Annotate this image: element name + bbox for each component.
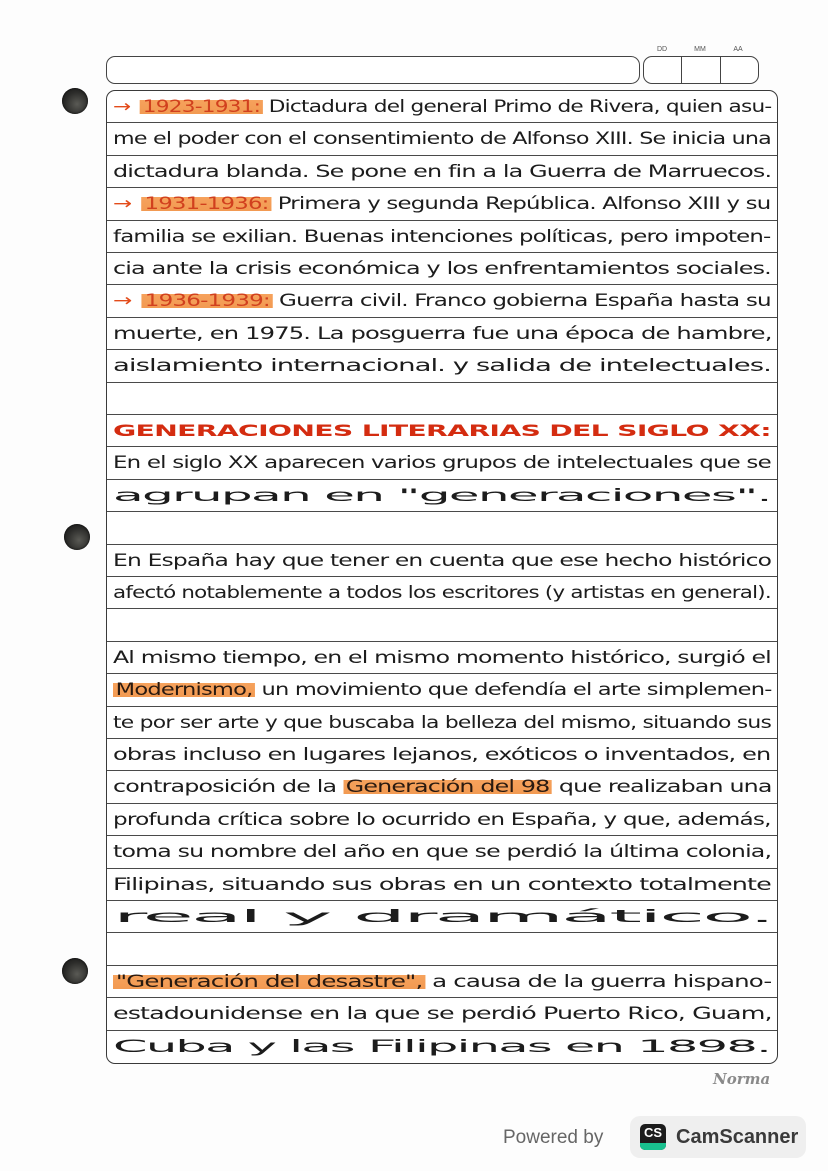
note-line bbox=[107, 869, 777, 901]
note-line bbox=[107, 123, 777, 155]
notebook-brand-logo: Norma bbox=[713, 1070, 771, 1088]
note-line bbox=[107, 577, 777, 609]
note-line bbox=[107, 480, 777, 512]
note-line bbox=[107, 188, 777, 220]
camscanner-name: CamScanner bbox=[676, 1125, 799, 1148]
note-line bbox=[107, 674, 777, 706]
date-range-highlight: 1936-1939: bbox=[142, 291, 273, 311]
binder-hole-icon bbox=[62, 88, 88, 114]
note-text: a causa de la guerra hispano- bbox=[425, 971, 772, 992]
note-line bbox=[107, 221, 777, 253]
note-text: afectó notablemente a todos los escritores (y artistas en general). bbox=[113, 583, 771, 603]
note-text: muerte, en 1975. La posguerra fue una época de hambre, bbox=[113, 323, 772, 344]
date-range-highlight: 1923-1931: bbox=[140, 97, 262, 117]
date-label-month: MM bbox=[694, 46, 706, 53]
page-title-box bbox=[106, 56, 640, 84]
date-label-year: AA bbox=[733, 46, 743, 53]
note-text: te por ser arte y que buscaba la belleza del mismo, situando sus bbox=[113, 712, 772, 733]
camscanner-badge[interactable] bbox=[630, 1116, 806, 1158]
note-line bbox=[107, 804, 777, 836]
note-text: aislamiento internacional. y salida de intelectuales. bbox=[113, 356, 771, 377]
note-text: estadounidense en la que se perdió Puerto Rico, Guam, bbox=[113, 1004, 772, 1025]
note-text: Filipinas, situando sus obras en un contexto totalmente bbox=[113, 874, 771, 895]
date-month-cell bbox=[682, 57, 720, 83]
date-day-cell bbox=[644, 57, 682, 83]
note-text: que realizaban una bbox=[552, 777, 772, 798]
date-box bbox=[643, 56, 759, 84]
highlighted-term: "Generación del desastre", bbox=[113, 972, 425, 992]
note-line bbox=[107, 901, 777, 933]
arrow-icon: → bbox=[113, 97, 137, 117]
note-line bbox=[107, 447, 777, 479]
note-line bbox=[107, 350, 777, 382]
section-heading: GENERACIONES LITERARIAS DEL SIGLO XX: bbox=[113, 421, 771, 440]
note-text: Cuba y las Filipinas en 1898. bbox=[113, 1036, 771, 1057]
note-line bbox=[107, 707, 777, 739]
note-text: dictadura blanda. Se pone en fin a la Guerra de Marruecos. bbox=[113, 161, 772, 182]
note-text: un movimiento que defendía el arte simplemen- bbox=[255, 680, 772, 701]
note-line bbox=[107, 318, 777, 350]
note-line bbox=[107, 91, 777, 123]
note-line bbox=[107, 836, 777, 868]
note-line bbox=[107, 739, 777, 771]
date-range-highlight: 1931-1936: bbox=[142, 194, 271, 214]
note-text: profunda crítica sobre lo ocurrido en España, y que, además, bbox=[113, 809, 771, 830]
note-line bbox=[107, 512, 777, 544]
arrow-icon: → bbox=[113, 291, 138, 312]
binder-hole-icon bbox=[64, 524, 90, 550]
date-year-cell bbox=[721, 57, 758, 83]
note-line bbox=[107, 285, 777, 317]
note-text: toma su nombre del año en que se perdió la última colonia, bbox=[113, 842, 772, 863]
note-text: contraposición de la bbox=[113, 777, 343, 798]
note-line bbox=[107, 545, 777, 577]
note-text: Dictadura del general Primo de Rivera, quien asu- bbox=[262, 97, 772, 117]
arrow-icon: → bbox=[113, 194, 138, 215]
powered-by-label: Powered by bbox=[503, 1127, 604, 1148]
note-text: real y dramático. bbox=[113, 907, 773, 927]
note-line bbox=[107, 383, 777, 415]
note-text: obras incluso en lugares lejanos, exóticos o inventados, en bbox=[113, 745, 771, 765]
note-line bbox=[107, 415, 777, 447]
notes-ruled-area bbox=[106, 90, 778, 1064]
highlighted-term: Generación del 98 bbox=[343, 777, 552, 797]
note-line bbox=[107, 1031, 777, 1063]
note-line bbox=[107, 156, 777, 188]
note-text: Al mismo tiempo, en el mismo momento histórico, surgió el bbox=[113, 647, 771, 668]
note-line bbox=[107, 771, 777, 803]
note-line bbox=[107, 609, 777, 641]
camscanner-logo-icon: CS bbox=[640, 1124, 666, 1150]
note-text: familia se exilian. Buenas intenciones políticas, pero impoten- bbox=[113, 226, 771, 247]
note-text: Primera y segunda República. Alfonso XIII y su bbox=[271, 194, 771, 215]
note-text: En el siglo XX aparecen varios grupos de intelectuales que se bbox=[113, 453, 771, 474]
note-line bbox=[107, 933, 777, 965]
note-text: agrupan en "generaciones". bbox=[113, 485, 771, 506]
note-line bbox=[107, 966, 777, 998]
date-label-day: DD bbox=[656, 46, 668, 53]
note-line bbox=[107, 998, 777, 1030]
note-text: En España hay que tener en cuenta que ese hecho histórico bbox=[113, 550, 772, 571]
date-labels bbox=[643, 46, 757, 53]
note-text: me el poder con el consentimiento de Alfonso XIII. Se inicia una bbox=[113, 129, 771, 150]
note-text: cia ante la crisis económica y los enfrentamientos sociales. bbox=[113, 259, 771, 279]
binder-hole-icon bbox=[62, 958, 88, 984]
note-line bbox=[107, 253, 777, 285]
highlighted-term: Modernismo, bbox=[113, 680, 255, 700]
note-text: Guerra civil. Franco gobierna España hasta su bbox=[272, 291, 771, 312]
note-line bbox=[107, 642, 777, 674]
